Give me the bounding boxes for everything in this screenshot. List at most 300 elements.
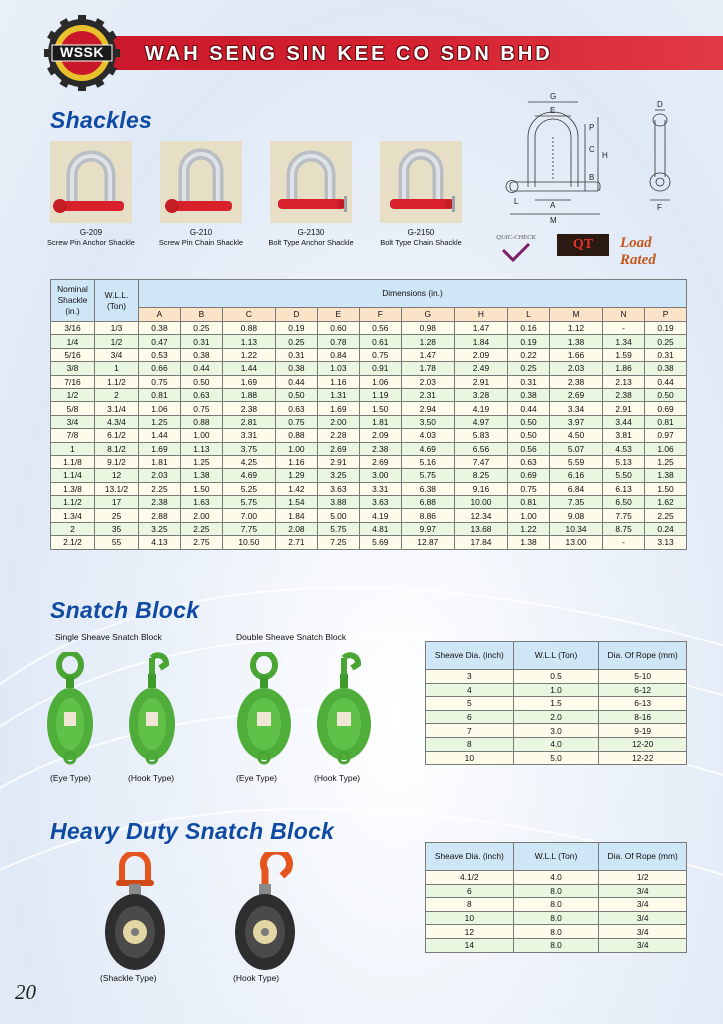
table-cell: 0.50 [645,388,687,401]
table-cell: 6-12 [599,683,687,697]
table-cell: 1.86 [603,362,645,375]
table-cell: 7.00 [222,509,275,522]
table-row [426,697,687,711]
table-cell: 1.47 [454,322,507,335]
heavy-duty-hook-type-photo [230,852,300,972]
table-cell: 1.0 [513,683,599,697]
header-wll: W.L.L. (Ton) [95,280,139,322]
table-cell: 2.71 [275,536,317,549]
table-cell: 25 [95,509,139,522]
type-label-hook-double: (Hook Type) [314,773,361,783]
table-cell: 17.84 [454,536,507,549]
table-cell: 5-10 [599,670,687,684]
table-cell: 5.83 [454,429,507,442]
table-cell: 12-20 [599,737,687,751]
table-row [51,496,687,509]
table-cell: 1.00 [508,509,550,522]
table-cell: 1 [51,442,95,455]
heavy-duty-shackle-type-photo [100,852,170,972]
shackle-dimensions-table [50,279,687,550]
table-cell: 1.81 [359,415,401,428]
table-cell: 1.22 [222,348,275,361]
table-cell: 1.69 [317,402,359,415]
table-cell: 7/8 [51,429,95,442]
table-cell: 4.19 [359,509,401,522]
table-cell: 0.38 [275,362,317,375]
table-cell: 3.31 [222,429,275,442]
table-cell: 1.44 [222,362,275,375]
table-cell: 3/4 [95,348,139,361]
table-cell: 2.38 [359,442,401,455]
table-cell: 1.47 [401,348,454,361]
table-cell: 8.75 [603,522,645,535]
table-cell: 7.75 [603,509,645,522]
shackle-dimension-diagram [490,92,690,227]
product-code: G-2130 [297,228,325,237]
dimension-col-h: H [454,308,507,322]
table-cell: 2.03 [549,362,602,375]
table-cell: 1.59 [603,348,645,361]
table-cell: 7.35 [549,496,602,509]
table-cell: 0.69 [645,402,687,415]
table-cell: 2.03 [139,469,181,482]
table-cell: 1.38 [508,536,550,549]
snatch-block-title: Snatch Block [50,597,200,623]
dim-label-c: C [589,145,595,154]
double-sheave-label: Double Sheave Snatch Block [236,632,347,642]
table-cell: 1.54 [275,496,317,509]
table-cell: 5.25 [222,482,275,495]
table-cell: 2.25 [180,522,222,535]
table-cell: 1.50 [180,482,222,495]
table-cell: 8.0 [513,925,599,939]
table-cell: 3.28 [454,388,507,401]
dimension-col-a: A [139,308,181,322]
page-number: 20 [15,980,36,1004]
table-cell: 5.75 [317,522,359,535]
table-cell: 6.1/2 [95,429,139,442]
dim-label-g: G [550,92,557,101]
table-cell: 3/4 [51,415,95,428]
table-cell: 1.38 [645,469,687,482]
table-cell: 1.16 [317,375,359,388]
table-cell: 6.56 [454,442,507,455]
table-cell: 1.06 [359,375,401,388]
table-cell: 3.88 [317,496,359,509]
table-cell: 0.47 [139,335,181,348]
table-row [51,429,687,442]
header-sheave-dia: Sheave Dia. (inch) [426,642,514,670]
dimension-col-e: E [317,308,359,322]
table-cell: 0.63 [275,402,317,415]
table-cell: 3.63 [359,496,401,509]
table-cell: 13.00 [549,536,602,549]
dim-label-b: B [589,173,595,182]
table-cell: 3/4 [599,898,687,912]
table-cell: 0.31 [180,335,222,348]
table-row [426,737,687,751]
type-label-hook: (Hook Type) [233,973,280,983]
table-cell: 1.06 [645,442,687,455]
table-cell: 0.97 [645,429,687,442]
table-cell: 1 [95,362,139,375]
dimension-col-l: L [508,308,550,322]
table-cell: 12.87 [401,536,454,549]
table-cell: 1.1/8 [51,455,95,468]
table-cell: 3/4 [599,884,687,898]
table-cell: 17 [95,496,139,509]
dim-label-f: F [657,203,662,212]
table-cell: 1.12 [549,322,602,335]
table-cell: 4.69 [222,469,275,482]
table-cell: 4.3/4 [95,415,139,428]
table-cell: 2.91 [317,455,359,468]
dim-label-a: A [550,201,556,210]
table-cell: 1.03 [317,362,359,375]
table-cell: 3.13 [645,536,687,549]
shackle-caption-g2150 [372,228,470,248]
heavy-duty-title: Heavy Duty Snatch Block [50,818,335,844]
table-cell: 2 [51,522,95,535]
table-cell: 1.13 [222,335,275,348]
table-cell: 4.25 [222,455,275,468]
table-cell: 1.19 [359,388,401,401]
table-row [426,710,687,724]
header-wll: W.L.L (Ton) [513,843,599,871]
table-cell: 4.81 [359,522,401,535]
table-cell: 3.97 [549,415,602,428]
table-cell: 0.75 [180,402,222,415]
dim-label-l: L [514,197,519,206]
table-row [51,442,687,455]
table-cell: 6.84 [549,482,602,495]
table-cell: 1.84 [275,509,317,522]
table-cell: 0.19 [508,335,550,348]
table-cell: 0.56 [359,322,401,335]
table-cell: 5.69 [359,536,401,549]
table-cell: 1/2 [51,388,95,401]
table-cell: 13.1/2 [95,482,139,495]
table-cell: 1.13 [180,442,222,455]
table-cell: 2.08 [275,522,317,535]
table-cell: 1/4 [51,335,95,348]
dimension-col-n: N [603,308,645,322]
table-cell: 3/16 [51,322,95,335]
dimension-col-f: F [359,308,401,322]
table-cell: 2.28 [317,429,359,442]
table-cell: 1.29 [275,469,317,482]
table-cell: 0.75 [139,375,181,388]
table-cell: 8.0 [513,884,599,898]
brand-logos [487,232,687,268]
type-label-eye-single: (Eye Type) [50,773,91,783]
table-cell: 3.75 [222,442,275,455]
table-cell: 1.34 [603,335,645,348]
table-cell: 2.88 [139,509,181,522]
table-cell: 3/4 [599,938,687,952]
table-cell: 2.09 [454,348,507,361]
table-cell: 12-22 [599,751,687,765]
table-cell: 0.25 [645,335,687,348]
table-cell: 2.1/2 [51,536,95,549]
table-cell: 13.68 [454,522,507,535]
table-cell: 0.91 [359,362,401,375]
table-cell: 4.0 [513,737,599,751]
table-row [426,751,687,765]
snatch-block-single-eye-photo [40,652,100,767]
table-row [51,335,687,348]
table-cell: 0.44 [275,375,317,388]
table-row [51,482,687,495]
table-cell: 1.62 [645,496,687,509]
table-cell: 0.75 [359,348,401,361]
table-cell: 5.07 [549,442,602,455]
table-cell: 0.38 [508,388,550,401]
table-cell: 1.16 [275,455,317,468]
table-cell: 1.25 [139,415,181,428]
table-cell: 7.75 [222,522,275,535]
table-cell: 4.0 [513,871,599,885]
table-cell: 2.91 [454,375,507,388]
table-cell: 0.81 [645,415,687,428]
table-cell: 3.81 [603,429,645,442]
product-code: G-2150 [407,228,435,237]
table-cell: 1.25 [180,455,222,468]
table-cell: 0.69 [508,469,550,482]
table-cell: 5/16 [51,348,95,361]
table-cell: 1.22 [508,522,550,535]
dimension-col-d: D [275,308,317,322]
table-cell: 4.50 [549,429,602,442]
table-cell: 2.13 [603,375,645,388]
table-cell: 9.97 [401,522,454,535]
dimension-col-p: P [645,308,687,322]
dim-label-m: M [550,216,557,225]
table-cell: 2.69 [549,388,602,401]
table-cell: 6 [426,710,514,724]
table-cell: 3/4 [599,911,687,925]
table-cell: 0.78 [317,335,359,348]
shackle-photo-g2130 [270,141,352,223]
table-cell: 0.31 [645,348,687,361]
quic-check-mark-icon [501,242,531,262]
table-cell: 0.25 [275,335,317,348]
table-cell: 9.1/2 [95,455,139,468]
table-cell: 0.44 [645,375,687,388]
table-cell: 4.53 [603,442,645,455]
table-row [51,348,687,361]
table-row [51,455,687,468]
table-cell: 8 [426,898,514,912]
table-cell: 9.08 [549,509,602,522]
table-cell: 2.31 [401,388,454,401]
table-cell: 2.81 [222,415,275,428]
table-row [426,938,687,952]
snatch-block-single-hook-photo [122,652,182,767]
table-cell: 3/8 [51,362,95,375]
table-cell: 1.06 [139,402,181,415]
table-cell: 0.56 [508,442,550,455]
table-cell: 0.50 [180,375,222,388]
table-cell: 1.63 [180,496,222,509]
table-cell: 1.3/8 [51,482,95,495]
product-description: Screw Pin Anchor Shackle [47,238,135,247]
table-cell: 8.25 [454,469,507,482]
table-cell: 2.38 [139,496,181,509]
table-cell: 4.19 [454,402,507,415]
dimension-col-b: B [180,308,222,322]
table-cell: 0.50 [275,388,317,401]
table-cell: 4.69 [401,442,454,455]
table-cell: 6 [426,884,514,898]
table-cell: 10.50 [222,536,275,549]
table-row [51,322,687,335]
single-sheave-label: Single Sheave Snatch Block [55,632,162,642]
shackle-photo-g209 [50,141,132,223]
table-cell: 1.88 [222,388,275,401]
table-cell: 4.97 [454,415,507,428]
product-description: Screw Pin Chain Shackle [158,238,244,247]
table-cell: 6.88 [401,496,454,509]
table-cell: 1.38 [549,335,602,348]
snatch-block-double-hook-photo [312,652,376,767]
table-cell: 8.86 [401,509,454,522]
table-cell: 0.44 [180,362,222,375]
table-cell: 1/2 [95,335,139,348]
table-cell: 3.25 [317,469,359,482]
header-rope-dia: Dia. Of Rope (mm) [599,843,687,871]
table-cell: 5.00 [317,509,359,522]
table-cell: 1.50 [645,482,687,495]
table-cell: 2.69 [317,442,359,455]
table-row [426,925,687,939]
table-row [51,362,687,375]
table-row [426,884,687,898]
table-cell: 4 [426,683,514,697]
table-row [426,898,687,912]
table-cell: 0.19 [645,322,687,335]
table-cell: 0.61 [359,335,401,348]
table-cell: 10 [426,751,514,765]
table-cell: 1.69 [139,442,181,455]
product-code: G-209 [79,228,103,237]
table-cell: 0.50 [508,415,550,428]
table-cell: 0.31 [275,348,317,361]
table-row [426,871,687,885]
table-cell: 1.1/2 [51,496,95,509]
table-cell: 12.34 [454,509,507,522]
table-cell: 5 [426,697,514,711]
table-cell: 8.0 [513,938,599,952]
table-cell: 0.16 [508,322,550,335]
table-cell: 1.38 [180,469,222,482]
table-cell: 5.13 [603,455,645,468]
table-cell: 3.50 [401,415,454,428]
table-cell: 5.16 [401,455,454,468]
table-cell: 2.38 [603,388,645,401]
table-cell: 1.1/4 [51,469,95,482]
table-cell: - [603,536,645,549]
table-cell: 2.00 [317,415,359,428]
table-cell: 2.25 [139,482,181,495]
table-cell: 2.25 [645,509,687,522]
dim-label-e: E [550,106,556,115]
quic-check-logo: QUIC-CHECK [496,234,536,241]
table-cell: 3.34 [549,402,602,415]
table-cell: 1/2 [599,871,687,885]
table-cell: 3.25 [139,522,181,535]
table-cell: 1.66 [549,348,602,361]
load-rated-logo: Load Rated [620,235,656,268]
table-cell: 5/8 [51,402,95,415]
table-cell: 1.31 [317,388,359,401]
table-cell: 3.1/4 [95,402,139,415]
table-cell: 1.84 [454,335,507,348]
table-cell: 6.16 [549,469,602,482]
heavy-duty-table [425,842,687,953]
table-cell: 3.0 [513,724,599,738]
table-cell: 1.00 [180,429,222,442]
table-cell: 7.25 [317,536,359,549]
table-cell: 7 [426,724,514,738]
table-cell: 0.63 [180,388,222,401]
table-cell: 6.38 [401,482,454,495]
table-cell: 1.42 [275,482,317,495]
shackle-caption-g209 [42,228,140,248]
table-cell: 1.25 [645,455,687,468]
type-label-shackle: (Shackle Type) [100,973,157,983]
table-cell: 4.03 [401,429,454,442]
table-cell: 8.0 [513,911,599,925]
table-cell: 0.24 [645,522,687,535]
table-cell: 2.49 [454,362,507,375]
table-cell: 0.84 [317,348,359,361]
product-code: G-210 [189,228,213,237]
table-cell: 8 [426,737,514,751]
table-cell: 6.50 [603,496,645,509]
table-cell: 1.1/2 [95,375,139,388]
dim-label-p: P [589,123,595,132]
table-row [426,724,687,738]
table-cell: 0.88 [180,415,222,428]
table-cell: 0.5 [513,670,599,684]
shackle-caption-g210 [152,228,250,248]
table-cell: - [603,322,645,335]
table-cell: 1.3/4 [51,509,95,522]
table-cell: 4.1/2 [426,871,514,885]
table-cell: 2.03 [401,375,454,388]
header-wll: W.L.L (Ton) [513,642,599,670]
shackles-title: Shackles [50,107,153,133]
table-row [51,509,687,522]
table-row [51,375,687,388]
table-row [51,469,687,482]
type-label-hook-single: (Hook Type) [128,773,175,783]
table-row [51,536,687,549]
shackle-photo-g2150 [380,141,462,223]
company-name: WAH SENG SIN KEE CO SDN BHD [145,43,553,65]
table-cell: 0.81 [139,388,181,401]
table-cell: 4.13 [139,536,181,549]
dimension-col-g: G [401,308,454,322]
table-cell: 0.19 [275,322,317,335]
table-cell: 10 [426,911,514,925]
product-description: Bolt Type Anchor Shackle [268,238,354,247]
header-sheave-dia: Sheave Dia. (inch) [426,843,514,871]
table-cell: 3.63 [317,482,359,495]
table-cell: 6-13 [599,697,687,711]
table-cell: 9.16 [454,482,507,495]
